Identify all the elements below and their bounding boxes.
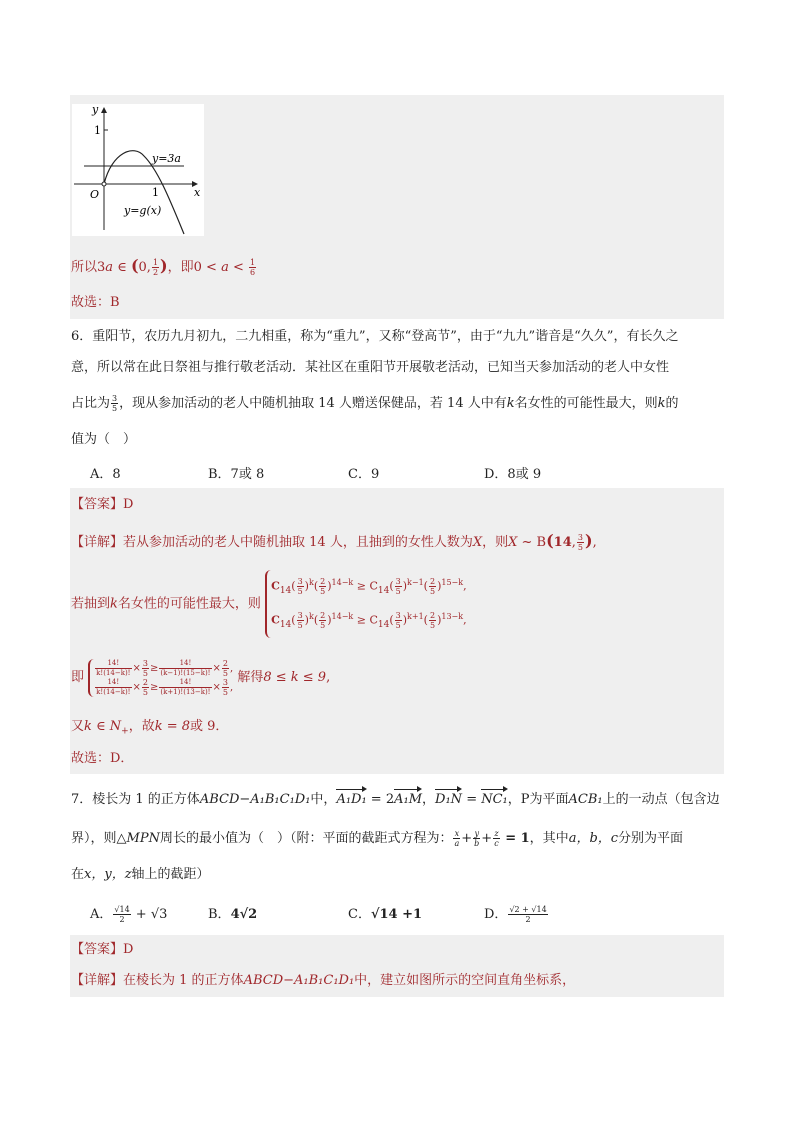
y-tick-label: 1 <box>94 124 101 137</box>
curve-label: y=g(x) <box>124 204 162 217</box>
prev-conclusion: 所以3a ∈ (0, $\frac{1}{2}$ )，即0 < a < $\frac{1}{6}$ <box>71 256 256 277</box>
q7-option-c[interactable]: C．√14 +1 <box>348 907 423 922</box>
q7-detail-1: 【详解】在棱长为 1 的正方体ABCD−A₁B₁C₁D₁中，建立如图所示的空间直角坐标系， <box>71 973 576 988</box>
q6-option-b[interactable]: B．7或 8 <box>208 467 265 482</box>
q6-option-c[interactable]: C．9 <box>348 467 380 482</box>
q6-answer: 【答案】D <box>71 497 134 512</box>
q7-line1: 7．棱长为 1 的正方体ABCD−A₁B₁C₁D₁中，A₁D₁ = 2A₁M，D₁N = NC₁，P为平面ACB₁上的一动点（包含边 <box>71 790 720 810</box>
prev-choice: 故选：B <box>71 295 120 310</box>
q7-option-b[interactable]: B．4√2 <box>208 907 258 922</box>
q6-line3: 占比为 $\frac{3}{5}$ ，现从参加活动的老人中随机抽取 14 人赠送保健品，若 14 人中有k名女性的可能性最大，则k的 <box>71 394 679 413</box>
origin-label: O <box>90 188 100 201</box>
q7-line2: 界），则△MPN周长的最小值为（ ）（附：平面的截距式方程为： $\frac{x}{a}$ + $\frac{y}{b}$ + $\frac{z}{c}$ = 1，其中a，b，c分别为平面 <box>71 829 684 848</box>
x-tick-label: 1 <box>152 186 159 199</box>
q6-detail-2: 若抽到k名女性的可能性最大，则 $C_{14}$( $\frac{3}{5}$ )$^k$( $\frac{2}{5}$ )$^{14-k} \ge C_{14}$( $\frac{3}{5}$ )$^{k-1}$( $\frac{2}{5}$ )$^{15-k}$, $C_{14}$( $\frac{3}{5}$ )$^k$( $\frac{2}{5}$ )$^{14-k} \ge C_{14}$( $\frac{3}{5}$ )$^{k+1}$( $\frac{2}{5}$ )$^{13-k}$, <box>71 570 467 638</box>
q6-option-a[interactable]: A．8 <box>90 467 121 482</box>
q7-option-a[interactable]: A． $\frac{√14}{2}$ + √3 <box>90 905 168 924</box>
q7-answer: 【答案】D <box>71 942 134 957</box>
q7-option-d[interactable]: D． $\frac{√2 + √14}{2}$ <box>484 905 547 924</box>
q6-detail-1: 【详解】若从参加活动的老人中随机抽取 14 人，且抽到的女性人数为X，则X ~ B(14, $\frac{3}{5}$ ), <box>71 531 597 552</box>
q6-line4: 值为（ ） <box>71 432 137 447</box>
q6-line1: 6．重阳节，农历九月初九，二九相重，称为“重九”，又称“登高节”，由于“九九”谐音是“久久”，有长久之 <box>71 329 679 344</box>
q6-choice: 故选：D． <box>71 751 134 766</box>
q6-detail-4: 又k ∈ $N_+$，故k = 8或 9． <box>71 719 229 737</box>
y-axis-label: y <box>92 104 99 116</box>
q6-option-d[interactable]: D．8或 9 <box>484 467 542 482</box>
q7-line3: 在x，y，z轴上的截距） <box>71 867 210 882</box>
q6-detail-3: 即 $\frac{14!}{k!(14-k)!}$ × $\frac{3}{5}$ ≥ $\frac{14!}{(k-1)!(15-k)!}$ × $\frac{2}{5}$ , $\frac{14!}{k!(14-k)!}$ × $\frac{2}{5}$ ≥ $\frac{14!}{(k+1)!(13-k)!}$ × $\frac{3}{5}$ , 解得8 ≤ k ≤ 9, <box>71 658 331 697</box>
line-label: y=3a <box>152 152 181 165</box>
x-axis-label: x <box>194 186 201 199</box>
q6-line2: 意，所以常在此日祭祖与推行敬老活动．某社区在重阳节开展敬老活动，已知当天参加活动的老人中女性 <box>71 360 670 375</box>
q6-inequality-system: $C_{14}$( $\frac{3}{5}$ )$^k$( $\frac{2}{5}$ )$^{14-k} \ge C_{14}$( $\frac{3}{5}$ )$^{k-1}$( $\frac{2}{5}$ )$^{15-k}$, $C_{14}$( $\frac{3}{5}$ )$^k$( $\frac{2}{5}$ )$^{14-k} \ge C_{14}$( $\frac{3}{5}$ )$^{k+1}$( $\frac{2}{5}$ )$^{13-k}$, <box>265 570 467 638</box>
graph-svg <box>72 104 204 236</box>
q6-factorial-system: $\frac{14!}{k!(14-k)!}$ × $\frac{3}{5}$ ≥ $\frac{14!}{(k-1)!(15-k)!}$ × $\frac{2}{5}$ , $\frac{14!}{k!(14-k)!}$ × $\frac{2}{5}$ ≥ $\frac{14!}{(k+1)!(13-k)!}$ × $\frac{3}{5}$ , <box>88 659 233 697</box>
function-graph <box>72 104 204 236</box>
